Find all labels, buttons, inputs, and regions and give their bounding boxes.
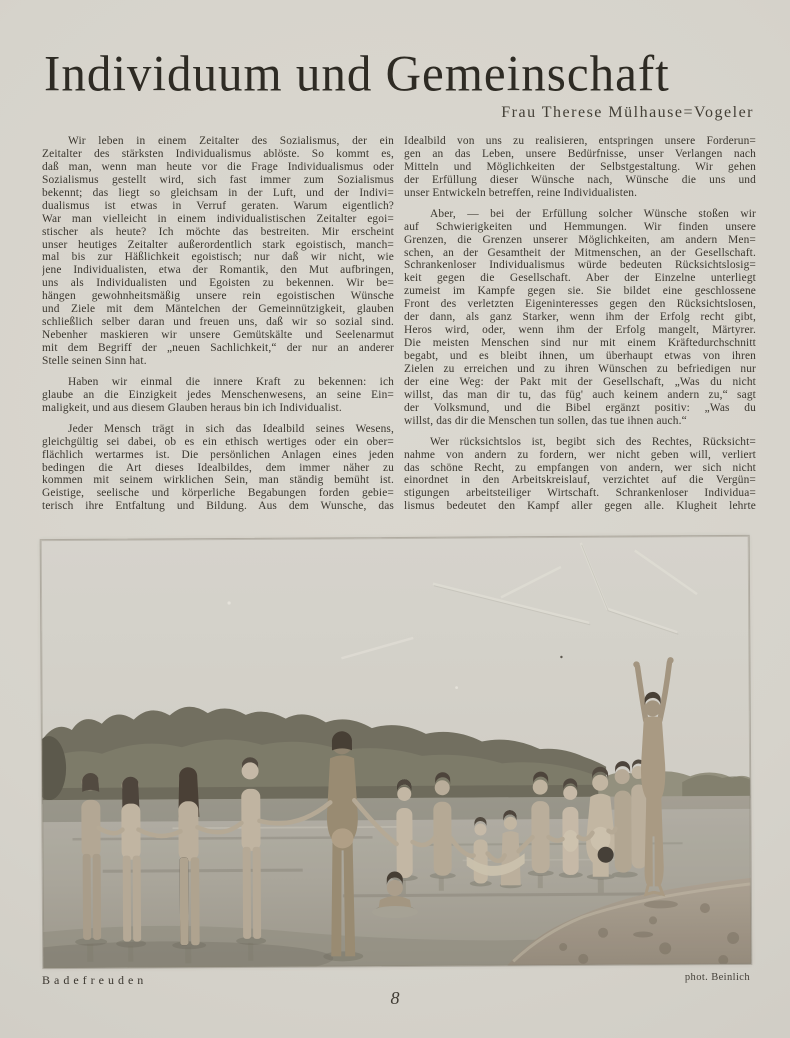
bathers-photo-illustration (41, 536, 752, 968)
paragraph: Aber, — bei der Erfüllung solcher Wünsche stoßen wir auf Schwierigkeiten und Hemmungen. Wir finden unsere Grenzen, die Grenzen unserer Möglichkeiten, am andern Men= schen, an der Gesamtheit der Mitmenschen, an der Gesellschaft. Schrankenloser Individualismus würde bedeuten Rücksichtslosig= keit gegen die Gesellschaft. Aber der Einzelne unterliegt zumeist im Kampfe gegen sie. Sie bildet eine geschlossene Front des verletzten Eigeninteresses gegen den Rücksichtslosen, der dann, als ganz Starker, wenn ihm der Erfolg recht gibt, Heros wird, oder, wenn ihm der Erfolg mangelt, Märtyrer. Die meisten Menschen sind nur mit einem Kräftedurchschnitt begabt, und es bleibt ihnen, um überhaupt etwas von ihren Zielen zu erreichen und zu ihren Wünschen zu befriedigen nur der eine Weg: der Pakt mit der Gesellschaft, „Was du nicht willst, das man dir tu, das füg' auch keinem andern zu,“ sagt der Volksmund, und die Bibel ergänzt positiv: „Was du willst, das dir die Menschen tun sollen, das tue ihnen auch.“ (404, 207, 756, 427)
paragraph: Wer rücksichtslos ist, begibt sich des Rechtes, Rücksicht= nahme von andern zu fordern, wer nicht geben will, verliert das schöne Recht, zu empfangen von andern, wer sich nicht einordnet in den Arbeitskreislauf, verzichtet auf die Vergün= stigungen arbeitsteiliger Wirtschaft. Schrankenloser Individua= lismus bedeutet den Kampf aller gegen alle. Klugheit lehrte (404, 435, 756, 513)
article-byline: Frau Therese Mülhause=Vogeler (501, 104, 754, 121)
paragraph: Idealbild von uns zu realisieren, entspringen unsere Forderun= gen an das Leben, unsere Bedürfnisse, unser Verlangen nach Mitteln und Möglichkeiten der Selbstgestaltung. Wir gehen der Erfüllung dieser Wünsche nach, Wünsche die uns und unser Entwickeln betreffen, reine Individualisten. (404, 135, 756, 199)
article-header (0, 0, 790, 122)
photo-caption-row (42, 973, 750, 988)
photo-caption: Badefreuden (42, 973, 148, 988)
bathers-photo (41, 536, 752, 968)
paragraph: Wir leben in einem Zeitalter des Sozialismus, der ein Zeitalter des stärksten Individualismus ablöste. So kommt es, daß man, wenn man heute vor die Frage Individualismus oder Sozialismus gestellt wird, sich fast immer zum Sozialismus bekennt; das liegt so gleichsam in der Luft, und der Indivi= dualismus ist etwas in Verruf geraten. Warum eigentlich? War man vielleicht in einem individualistischen Zeitalter egoi= stischer als heute? Ich möchte das bestreiten. Mir erscheint unser heutiges Zeitalter außerordentlich stark egoistisch, manch= mal bis zur Häßlichkeit egoistisch; nur daß wir nicht, wie jene Individualisten, etwa der Romantik, den Mut aufbringen, uns als Individualisten und Egoisten zu bekennen. Wir be= hängen gewohnheitsmäßig unsere rein egoistischen Wünsche und Ziele mit dem Mäntelchen der Gemeinnützigkeit, glauben schließlich selber daran und freuen uns, daß wir so sozial sind. Nebenher maskieren wir unsere Gemütskälte und Seelenarmut mit dem Begriff der „neuen Sachlichkeit,“ der nur an anderer Stelle seinen Sinn hat. (42, 135, 394, 367)
paragraph: Jeder Mensch trägt in sich das Idealbild seines Wesens, gleichgültig sei dabei, ob es ein ethisch wertiges oder ein ober= flächlich wertarmes ist. Die persönlichen Anlagen eines jeden bedingen die Art dieses Idealbildes, dem immer näher zu kommen mit seinem wirklichen Sein, man ständig bemüht ist. Geistige, seelische und körperliche Begabungen forden gebie= terisch ihre Entfaltung und Bildung. Aus dem Wunsche, das (42, 422, 394, 513)
article-body (0, 122, 790, 513)
article-title: Individuum und Gemeinschaft (44, 44, 670, 103)
right-column (404, 135, 756, 513)
photo-credit: phot. Beinlich (684, 972, 750, 984)
left-column (42, 135, 394, 513)
page-number: 8 (390, 988, 400, 1009)
paragraph: Haben wir einmal die innere Kraft zu bekennen: ich glaube an die Einzigkeit jedes Menschenwesens, an seine Ein= maligkeit, und aus diesem Glauben heraus bin ich Individualist. (42, 375, 394, 414)
